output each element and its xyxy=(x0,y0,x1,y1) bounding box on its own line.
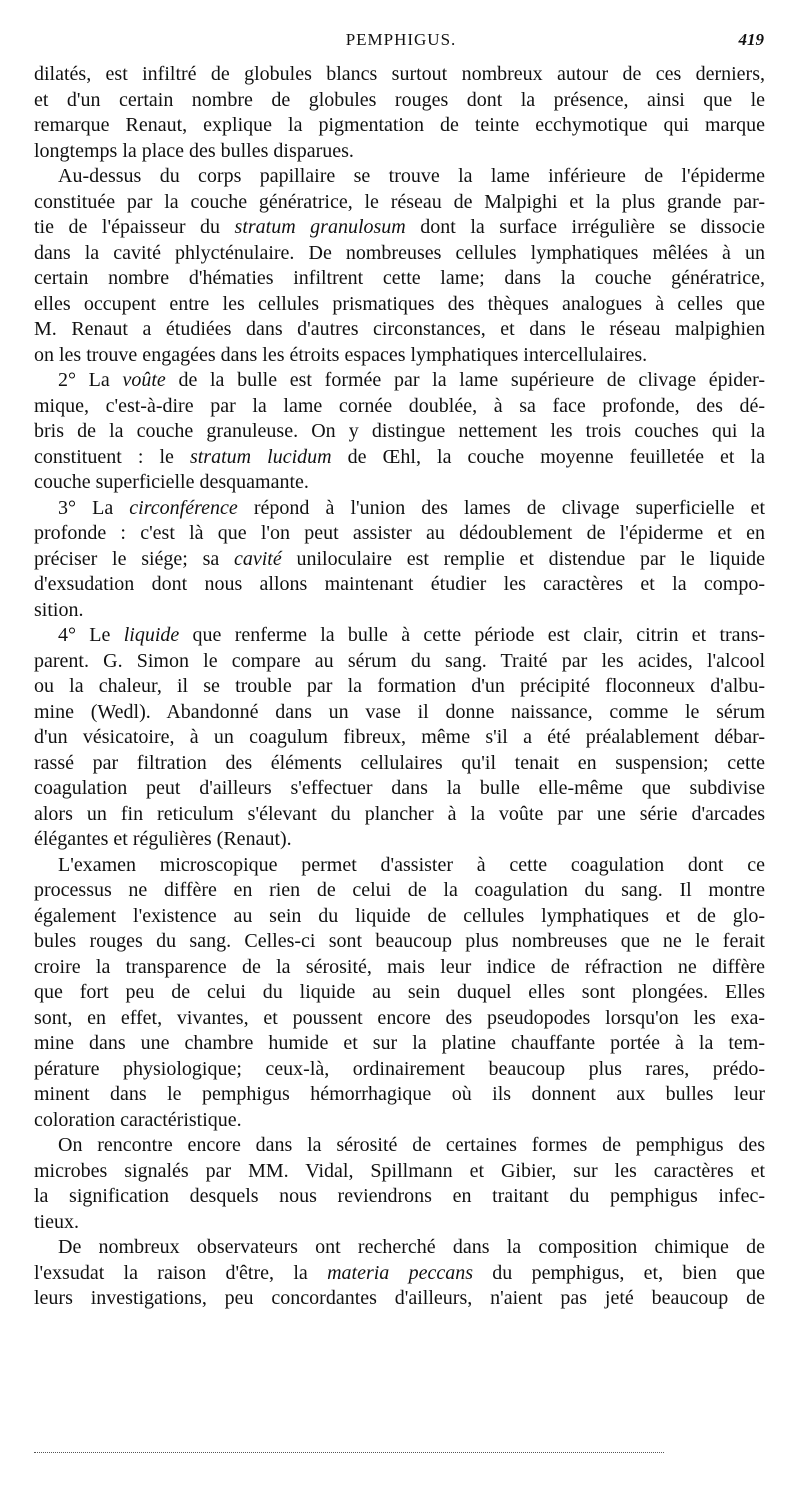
text-line: microbes signalés par MM. Vidal, Spillmann et Gibier, sur les caractères et xyxy=(34,1159,765,1182)
text-line: constituent : le stratum lucidum de Œhl, la couche moyenne feuilletée et la xyxy=(34,445,765,468)
text-line: sont, en effet, vivantes, et poussent encore des pseudopodes lorsqu'on les exa- xyxy=(34,1006,765,1029)
text-line: 2° La voûte de la bulle est formée par la lame supérieure de clivage épider- xyxy=(58,369,765,391)
text-line: que fort peu de celui du liquide au sein duquel elles sont plongées. Elles xyxy=(34,981,765,1003)
text-line: bules rouges du sang. Celles-ci sont beaucoup plus nombreuses que ne le ferait xyxy=(34,930,765,952)
text-line: minent dans le pemphigus hémorrhagique où ils donnent aux bulles leur xyxy=(34,1083,765,1105)
text-line: mique, c'est-à-dire par la lame cornée doublée, à sa face profonde, des dé- xyxy=(34,394,765,417)
body-text xyxy=(34,62,765,1312)
italic-term: voûte xyxy=(122,369,166,391)
text-line: M. Renaut a étudiées dans d'autres circonstances, et dans le réseau malpighien xyxy=(34,318,765,340)
text-line: mine dans une chambre humide et sur la platine chauffante portée à la tem- xyxy=(34,1032,765,1054)
text-line: sition. xyxy=(34,598,84,621)
text-line: processus ne diffère en rien de celui de la coagulation du sang. Il montre xyxy=(34,879,765,901)
text-line: pérature physiologique; ceux-là, ordinairement beaucoup plus rares, prédo- xyxy=(34,1057,765,1080)
page-header xyxy=(36,30,766,56)
text-line: d'exsudation dont nous allons maintenant étudier les caractères et la compo- xyxy=(34,573,765,595)
text-line: parent. G. Simon le compare au sérum du sang. Traité par les acides, l'alcool xyxy=(34,649,765,672)
text-line: On rencontre encore dans la sérosité de certaines formes de pemphigus des xyxy=(58,1134,765,1156)
text-line: elles occupent entre les cellules prismatiques des thèques analogues à celles que xyxy=(34,292,765,315)
paragraph xyxy=(34,1133,765,1235)
paragraph xyxy=(34,496,765,624)
text-line: croire la transparence de la sérosité, mais leur indice de réfraction ne diffère xyxy=(34,955,765,978)
page-number: 419 xyxy=(738,30,764,49)
text-line: certain nombre d'hématies infiltrent cette lame; dans la couche génératrice, xyxy=(34,267,765,289)
footer-dotted-rule xyxy=(34,1452,664,1453)
text-line: profonde : c'est là que l'on peut assister au dédoublement de l'épiderme et en xyxy=(34,522,765,544)
text-line: coloration caractéristique. xyxy=(34,1108,242,1131)
text-line: ou la chaleur, il se trouble par la formation d'un précipité floconneux d'albu- xyxy=(34,675,765,697)
paragraph xyxy=(34,368,765,496)
text-line: L'examen microscopique permet d'assister à cette coagulation dont ce xyxy=(58,853,765,876)
italic-term: cavité xyxy=(233,547,282,570)
text-line: également l'existence au sein du liquide de cellules lymphatiques et de glo- xyxy=(34,904,765,927)
text-line: la signification desquels nous reviendrons en traitant du pemphigus infec- xyxy=(34,1185,765,1207)
text-line: d'un vésicatoire, à un coagulum fibreux, même s'il a été préalablement débar- xyxy=(34,726,765,748)
paragraph xyxy=(34,623,765,853)
text-line: élégantes et régulières (Renaut). xyxy=(34,828,292,850)
text-line: l'exsudat la raison d'être, la materia peccans du pemphigus, et, bien que xyxy=(34,1261,765,1284)
text-line: tie de l'épaisseur du stratum granulosum dont la surface irrégulière se dissocie xyxy=(34,216,765,238)
paragraph xyxy=(34,62,765,164)
text-line: 3° La circonférence répond à l'union des lames de clivage superficielle et xyxy=(58,496,765,519)
italic-term: materia peccans xyxy=(327,1261,473,1284)
text-line: dans la cavité phlycténulaire. De nombreuses cellules lymphatiques mêlées à un xyxy=(34,241,765,264)
text-line: alors un fin reticulum s'élevant du plancher à la voûte par une série d'arcades xyxy=(34,802,765,825)
paragraph xyxy=(34,164,765,368)
paragraph xyxy=(34,1235,765,1312)
text-line: rassé par filtration des éléments cellulaires qu'il tenait en suspension; cette xyxy=(34,751,765,774)
text-line: De nombreux observateurs ont recherché dans la composition chimique de xyxy=(58,1236,765,1258)
text-line: Au-dessus du corps papillaire se trouve la lame inférieure de l'épiderme xyxy=(58,165,765,187)
text-line: longtemps la place des bulles disparues. xyxy=(34,139,354,162)
text-line: dilatés, est infiltré de globules blancs surtout nombreux autour de ces derniers, xyxy=(34,63,765,85)
text-line: constituée par la couche génératrice, le réseau de Malpighi et la plus grande par- xyxy=(34,190,765,213)
italic-term: stratum granulosum xyxy=(234,216,406,238)
text-line: bris de la couche granuleuse. On y distingue nettement les trois couches qui la xyxy=(34,420,765,442)
text-line: 4° Le liquide que renferme la bulle à cette période est clair, citrin et trans- xyxy=(58,624,765,646)
text-line: et d'un certain nombre de globules rouges dont la présence, ainsi que le xyxy=(34,88,765,111)
text-line: couche superficielle desquamante. xyxy=(34,471,309,493)
text-line: coagulation peut d'ailleurs s'effectuer dans la bulle elle-même que subdivise xyxy=(34,777,765,799)
paragraph xyxy=(34,853,765,1134)
italic-term: stratum lucidum xyxy=(189,445,332,468)
text-line: mine (Wedl). Abandonné dans un vase il donne naissance, comme le sérum xyxy=(34,700,765,723)
text-line: tieux. xyxy=(34,1210,79,1233)
italic-term: liquide xyxy=(123,624,180,646)
text-line: préciser le siége; sa cavité uniloculaire est remplie et distendue par le liquide xyxy=(34,547,765,570)
text-line: on les trouve engagées dans les étroits espaces lymphatiques intercellulaires. xyxy=(34,343,648,366)
running-title: PEMPHIGUS. xyxy=(345,30,457,49)
text-line: leurs investigations, peu concordantes d'ailleurs, n'aient pas jeté beaucoup de xyxy=(34,1287,765,1309)
italic-term: circonférence xyxy=(129,496,238,519)
text-line: remarque Renaut, explique la pigmentation de teinte ecchymotique qui marque xyxy=(34,114,765,136)
